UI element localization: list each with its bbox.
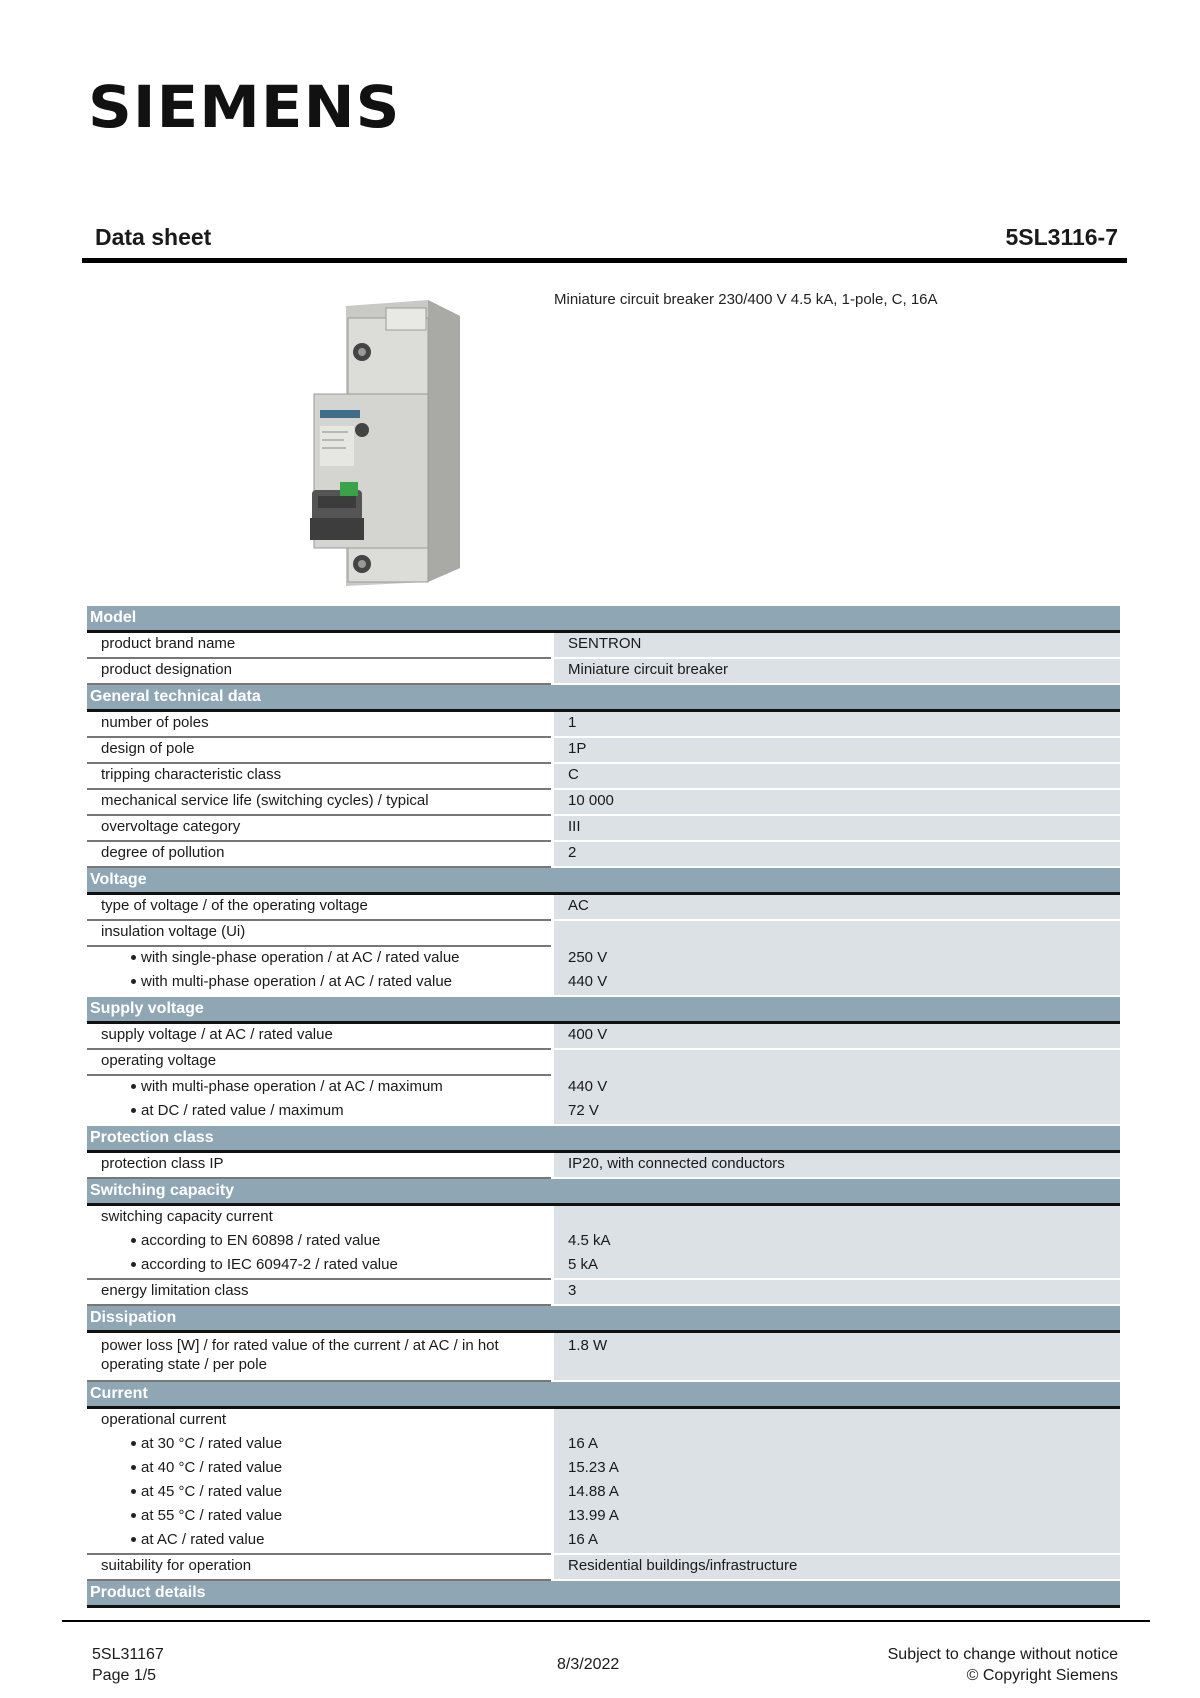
article-number: 5SL3116-7: [1005, 224, 1118, 250]
bullet-icon: [131, 1513, 136, 1518]
bullet-icon: [131, 1465, 136, 1470]
spec-label: according to IEC 60947-2 / rated value: [141, 1256, 398, 1273]
spec-label: at 55 °C / rated value: [141, 1507, 283, 1524]
spec-label: at AC / rated value: [141, 1531, 265, 1548]
spec-value: 1P: [554, 738, 1120, 764]
spec-value: 16 A: [554, 1433, 1120, 1457]
spec-value: 4.5 kA: [554, 1230, 1120, 1254]
footer-notice: Subject to change without notice: [887, 1646, 1118, 1663]
spec-label: according to EN 60898 / rated value: [141, 1232, 381, 1249]
spec-value: [554, 921, 1120, 947]
spec-value: 400 V: [554, 1024, 1120, 1050]
spec-label: degree of pollution: [87, 842, 551, 868]
spec-value: [554, 1409, 1120, 1433]
spec-value: 250 V: [554, 947, 1120, 971]
spec-label: design of pole: [87, 738, 551, 764]
spec-value: 440 V: [554, 1076, 1120, 1100]
spec-label: with single-phase operation / at AC / rated value: [141, 949, 460, 966]
spec-value: C: [554, 764, 1120, 790]
spec-label: at 45 °C / rated value: [141, 1483, 283, 1500]
section-general-technical-data: General technical data: [87, 685, 1120, 712]
spec-value: 13.99 A: [554, 1505, 1120, 1529]
bullet-icon: [131, 979, 136, 984]
spec-label: at 40 °C / rated value: [141, 1459, 283, 1476]
section-switching-capacity: Switching capacity: [87, 1179, 1120, 1206]
spec-value: 16 A: [554, 1529, 1120, 1555]
bullet-icon: [131, 1084, 136, 1089]
product-image-circuit-breaker: [300, 296, 472, 588]
spec-label: overvoltage category: [87, 816, 551, 842]
spec-label: mechanical service life (switching cycles) / typical: [87, 790, 551, 816]
product-description: Miniature circuit breaker 230/400 V 4.5 kA, 1-pole, C, 16A: [554, 291, 938, 308]
spec-label: protection class IP: [87, 1153, 551, 1179]
spec-value: 15.23 A: [554, 1457, 1120, 1481]
section-supply-voltage: Supply voltage: [87, 997, 1120, 1024]
spec-value: SENTRON: [554, 633, 1120, 659]
spec-value: AC: [554, 895, 1120, 921]
spec-value: [554, 1050, 1120, 1076]
spec-table: [87, 606, 1120, 1608]
bullet-icon: [131, 1238, 136, 1243]
spec-value: 14.88 A: [554, 1481, 1120, 1505]
spec-value: IP20, with connected conductors: [554, 1153, 1120, 1179]
spec-label: with multi-phase operation / at AC / rated value: [141, 973, 453, 990]
siemens-logo: SIEMENS: [88, 73, 401, 141]
spec-value: 2: [554, 842, 1120, 868]
spec-label: product designation: [87, 659, 551, 685]
spec-label: at 30 °C / rated value: [141, 1435, 283, 1452]
spec-value: 1: [554, 712, 1120, 738]
title-divider: [82, 258, 1127, 263]
spec-value: III: [554, 816, 1120, 842]
footer-article-code: 5SL31167: [92, 1646, 164, 1663]
bullet-icon: [131, 1441, 136, 1446]
spec-label: tripping characteristic class: [87, 764, 551, 790]
spec-value: [554, 1206, 1120, 1230]
bullet-icon: [131, 1262, 136, 1267]
spec-value: 72 V: [554, 1100, 1120, 1126]
footer-divider: [62, 1620, 1150, 1622]
bullet-icon: [131, 1537, 136, 1542]
spec-group-label: operating voltage: [87, 1050, 551, 1076]
spec-group-label: insulation voltage (Ui): [87, 921, 551, 947]
section-product-details: Product details: [87, 1581, 1120, 1608]
spec-label: energy limitation class: [87, 1280, 551, 1306]
spec-value: Miniature circuit breaker: [554, 659, 1120, 685]
spec-label: product brand name: [87, 633, 551, 659]
spec-value: 1.8 W: [554, 1333, 1120, 1382]
spec-label: with multi-phase operation / at AC / maximum: [141, 1078, 443, 1095]
spec-label: supply voltage / at AC / rated value: [87, 1024, 551, 1050]
footer-left: [92, 1644, 164, 1686]
spec-label: power loss [W] / for rated value of the current / at AC / in hot operating state / per pole: [87, 1333, 551, 1382]
spec-label: type of voltage / of the operating voltage: [87, 895, 551, 921]
section-model: Model: [87, 606, 1120, 633]
footer-right: [888, 1644, 1118, 1686]
footer-page-number: Page 1/5: [92, 1667, 157, 1684]
spec-value: Residential buildings/infrastructure: [554, 1555, 1120, 1581]
doc-type-title: Data sheet: [95, 224, 212, 250]
spec-value: 10 000: [554, 790, 1120, 816]
section-current: Current: [87, 1382, 1120, 1409]
section-voltage: Voltage: [87, 868, 1120, 895]
bullet-icon: [131, 1489, 136, 1494]
spec-label: at DC / rated value / maximum: [141, 1102, 344, 1119]
spec-label: suitability for operation: [87, 1555, 551, 1581]
spec-value: 440 V: [554, 971, 1120, 997]
spec-group-label: switching capacity current: [101, 1208, 273, 1225]
footer-date: 8/3/2022: [557, 1656, 620, 1673]
spec-value: 3: [554, 1280, 1120, 1306]
section-protection-class: Protection class: [87, 1126, 1120, 1153]
spec-label: number of poles: [87, 712, 551, 738]
spec-group-label: operational current: [101, 1411, 227, 1428]
section-dissipation: Dissipation: [87, 1306, 1120, 1333]
spec-value: 5 kA: [554, 1254, 1120, 1280]
footer-copyright: © Copyright Siemens: [966, 1667, 1118, 1684]
bullet-icon: [131, 1108, 136, 1113]
bullet-icon: [131, 955, 136, 960]
